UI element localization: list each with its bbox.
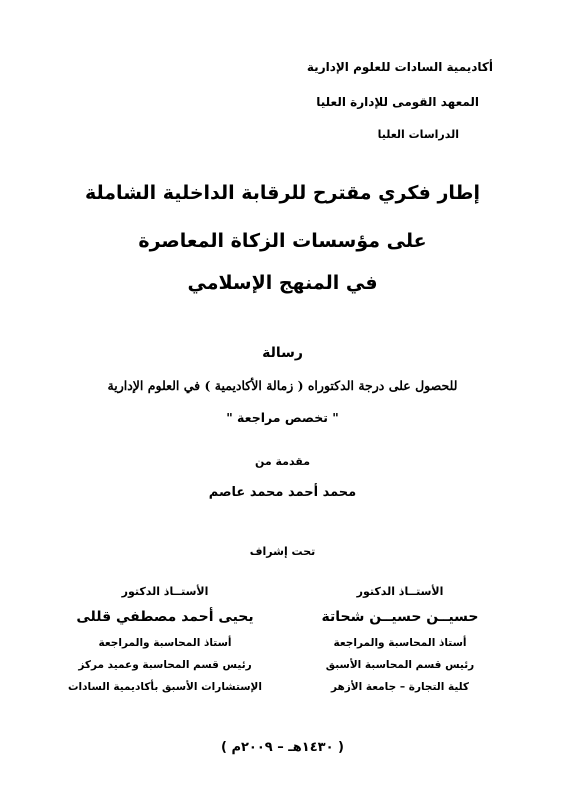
supervisor-position: رئيس قسم المحاسبة الأسبق — [325, 659, 475, 671]
thesis-specialty: " تخصص مراجعة " — [226, 410, 339, 425]
supervisor-title: الأستــاذ الدكتور — [356, 585, 444, 598]
thesis-title-line-3: في المنهج الإسلامي — [187, 272, 378, 294]
supervisor-position: أستاذ المحاسبة والمراجعة — [333, 637, 467, 649]
supervisor-position: رئيس قسم المحاسبة وعميد مركز — [78, 659, 252, 671]
supervisor-position: أستاذ المحاسبة والمراجعة — [98, 637, 232, 649]
thesis-title-line-2: على مؤسسات الزكاة المعاصرة — [138, 230, 427, 252]
author-name: محمد أحمد محمد عاصم — [208, 485, 357, 500]
thesis-type: رسالة — [262, 345, 303, 361]
thesis-date: ( ١٤٣٠هـ – ٢٠٠٩م ) — [221, 740, 344, 755]
institution-department: الدراسات العليا — [377, 128, 459, 141]
institution-academy: أكاديمية السادات للعلوم الإدارية — [306, 60, 493, 74]
thesis-title-line-1: إطار فكري مقترح للرقابة الداخلية الشاملة — [85, 182, 480, 204]
supervisor-position: كلية التجارة – جامعة الأزهر — [330, 681, 470, 693]
supervision-label: تحت إشراف — [249, 545, 316, 558]
institution-institute: المعهد القومى للإدارة العليا — [316, 95, 479, 109]
thesis-purpose: للحصول على درجة الدكتوراه ( زمالة الأكاديمية ) في العلوم الإدارية — [107, 378, 458, 393]
supervisor-name: حسيــن حسيــن شحاتة — [321, 609, 479, 625]
supervisor-name: يحيى أحمد مصطفي قللى — [76, 609, 254, 625]
supervisor-1 — [295, 585, 505, 703]
supervisor-title: الأستــاذ الدكتور — [121, 585, 209, 598]
supervisor-2 — [40, 585, 290, 703]
supervisor-position: الإستشارات الأسبق بأكاديمية السادات — [68, 681, 262, 693]
author-label: مقدمة من — [254, 455, 311, 468]
